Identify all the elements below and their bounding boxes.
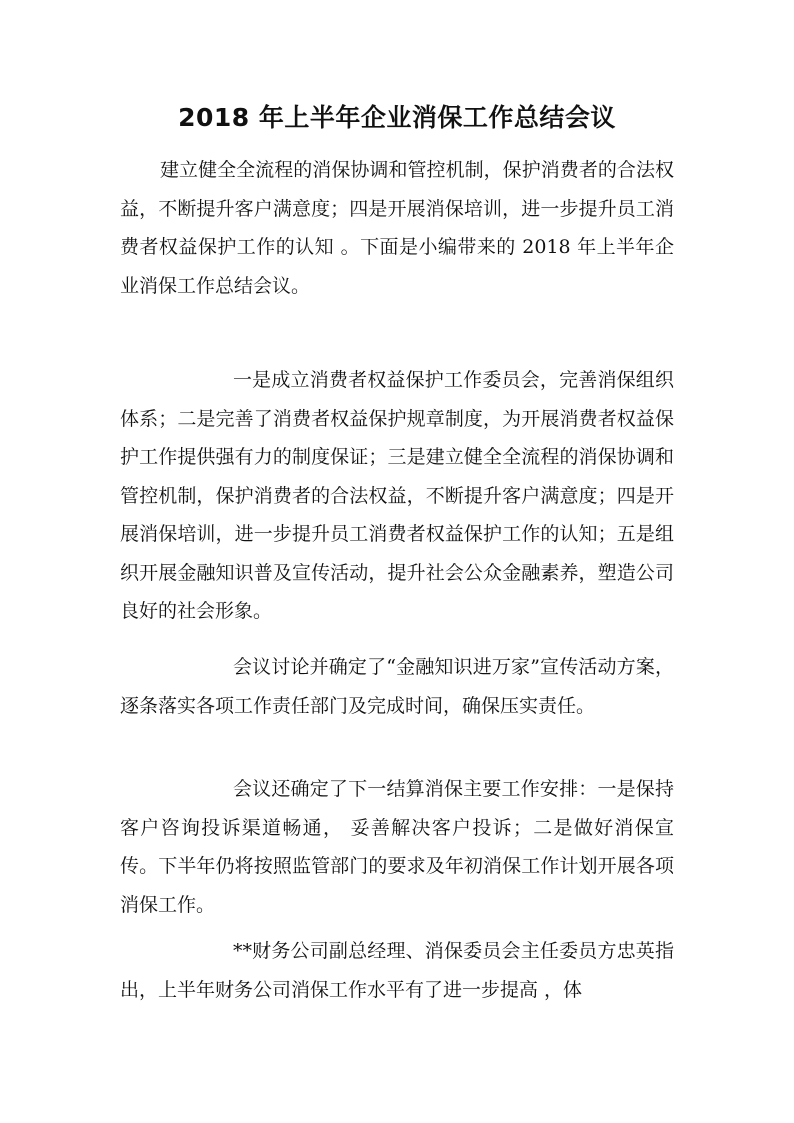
- body-paragraph-4: **财务公司副总经理、消保委员会主任委员方忠英指出，上半年财务公司消保工作水平有了进一步提高 ，体: [120, 940, 674, 1001]
- intro-paragraph: 建立健全全流程的消保协调和管控机制，保护消费者的合法权益，不断提升客户满意度；四是开展消保培训，进一步提升员工消费者权益保护工作的认知 。下面是小编带来的 2018 年上半年企业消保工作总结会议。: [120, 159, 674, 297]
- document-title: 2018 年上半年企业消保工作总结会议: [178, 103, 616, 132]
- body-paragraph-1: 一是成立消费者权益保护工作委员会，完善消保组织体系；二是完善了消费者权益保护规章制度，为开展消费者权益保护工作提供强有力的制度保证；三是建立健全全流程的消保协调和管控机制，保护消费者的合法权益，不断提升客户满意度；四是开展消保培训，进一步提升员工消费者权益保护工作的认知；五是组织开展金融知识普及宣传活动，提升社会公众金融素养，塑造公司良好的社会形象。: [120, 369, 674, 622]
- body-paragraph-2: 会议讨论并确定了“金融知识进万家”宣传活动方案，逐条落实各项工作责任部门及完成时间，确保压实责任。: [120, 656, 674, 717]
- body-paragraph-3: 会议还确定了下一结算消保主要工作安排：一是保持客户咨询投诉渠道畅通， 妥善解决客户投诉；二是做好消保宣传。下半年仍将按照监管部门的要求及年初消保工作计划开展各项消保工作。: [120, 778, 674, 916]
